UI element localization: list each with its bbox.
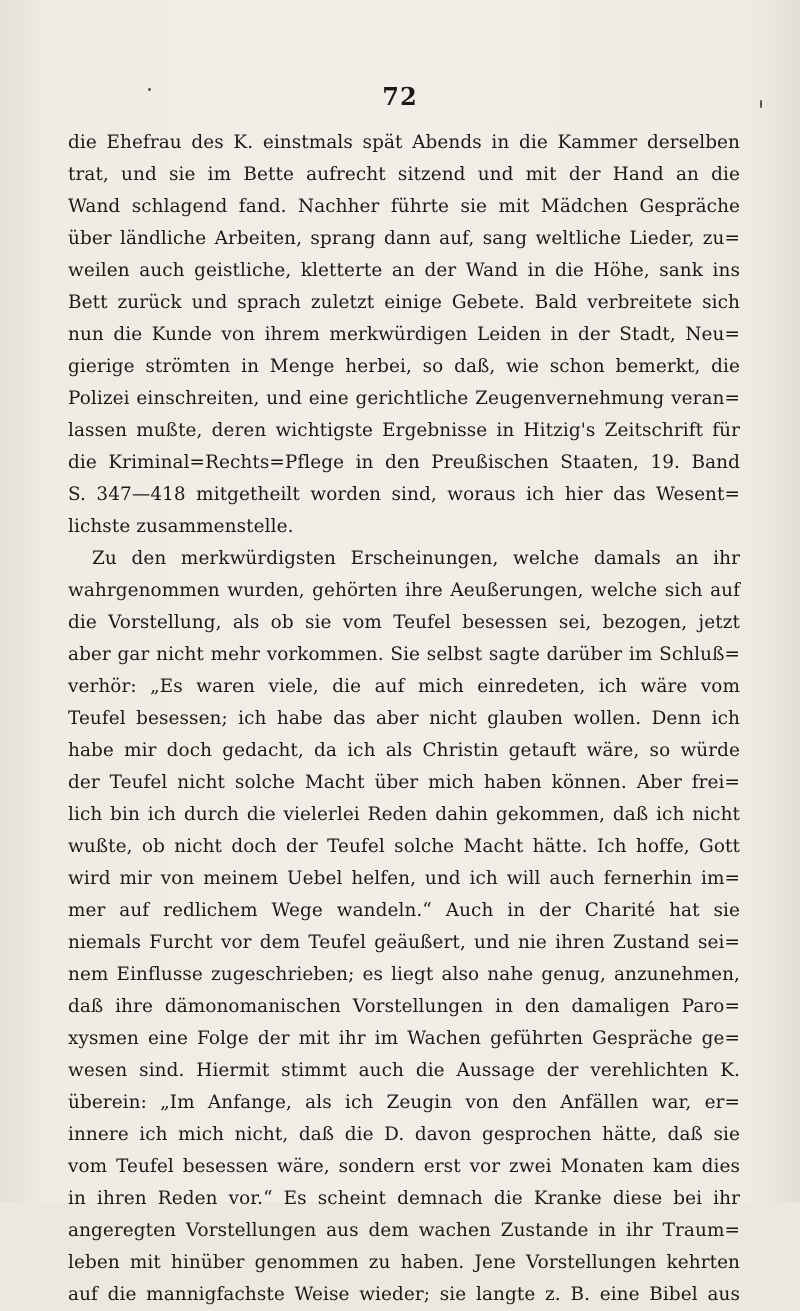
text-line: die Ehefrau des K. einstmals spät Abends in die Kammer derselben	[68, 132, 740, 153]
text-line: weilen auch geistliche, kletterte an der Wand in die Höhe, sank ins	[68, 260, 740, 281]
paragraph-start-line: Zu den merkwürdigsten Erscheinungen, welche damals an ihr	[92, 548, 740, 569]
text-line: wußte, ob nicht doch der Teufel solche Macht hätte. Ich hoffe, Gott	[68, 836, 740, 857]
text-line: Bett zurück und sprach zuletzt einige Gebete. Bald verbreitete sich	[68, 292, 740, 313]
text-line: angeregten Vorstellungen aus dem wachen Zustande in ihr Traum=	[68, 1220, 740, 1241]
text-line: aber gar nicht mehr vorkommen. Sie selbst sagte darüber im Schluß=	[68, 644, 740, 665]
text-line: die Kriminal=Rechts=Pflege in den Preußischen Staaten, 19. Band	[68, 452, 740, 473]
text-line: niemals Furcht vor dem Teufel geäußert, und nie ihren Zustand sei=	[68, 932, 740, 953]
text-line: vom Teufel besessen wäre, sondern erst vor zwei Monaten kam dies	[68, 1156, 740, 1177]
text-line: S. 347—418 mitgetheilt worden sind, woraus ich hier das Wesent=	[68, 484, 740, 505]
text-line: nun die Kunde von ihrem merkwürdigen Leiden in der Stadt, Neu=	[68, 324, 740, 345]
text-line: auf die mannigfachste Weise wieder; sie langte z. B. eine Bibel aus	[68, 1284, 740, 1305]
text-line: leben mit hinüber genommen zu haben. Jene Vorstellungen kehrten	[68, 1252, 740, 1273]
text-line: überein: „Im Anfange, als ich Zeugin von den Anfällen war, er=	[68, 1092, 740, 1113]
page-number: 72	[382, 82, 418, 111]
text-line: innere ich mich nicht, daß die D. davon gesprochen hätte, daß sie	[68, 1124, 740, 1145]
text-line: Polizei einschreiten, und eine gerichtliche Zeugenvernehmung veran=	[68, 388, 740, 409]
text-line: xysmen eine Folge der mit ihr im Wachen geführten Gespräche ge=	[68, 1028, 740, 1049]
text-line: Teufel besessen; ich habe das aber nicht glauben wollen. Denn ich	[68, 708, 740, 729]
text-line: die Vorstellung, als ob sie vom Teufel besessen sei, bezogen, jetzt	[68, 612, 740, 633]
text-line: lich bin ich durch die vielerlei Reden dahin gekommen, daß ich nicht	[68, 804, 740, 825]
body-text	[68, 127, 740, 1311]
text-line: in ihren Reden vor.“ Es scheint demnach die Kranke diese bei ihr	[68, 1188, 740, 1209]
text-line: wird mir von meinem Uebel helfen, und ich will auch fernerhin im=	[68, 868, 740, 889]
text-line: nem Einflusse zugeschrieben; es liegt also nahe genug, anzunehmen,	[68, 964, 740, 985]
text-line: wahrgenommen wurden, gehörten ihre Aeußerungen, welche sich auf	[68, 580, 740, 601]
text-line: trat, und sie im Bette aufrecht sitzend und mit der Hand an die	[68, 164, 740, 185]
text-line: über ländliche Arbeiten, sprang dann auf, sang weltliche Lieder, zu=	[68, 228, 740, 249]
text-line: daß ihre dämonomanischen Vorstellungen in den damaligen Paro=	[68, 996, 740, 1017]
text-line: lassen mußte, deren wichtigste Ergebnisse in Hitzig's Zeitschrift für	[68, 420, 740, 441]
text-line: wesen sind. Hiermit stimmt auch die Aussage der verehlichten K.	[68, 1060, 740, 1081]
text-line: habe mir doch gedacht, da ich als Christin getauft wäre, so würde	[68, 740, 740, 761]
text-line: Wand schlagend fand. Nachher führte sie mit Mädchen Gespräche	[68, 196, 740, 217]
text-line: gierige strömten in Menge herbei, so daß, wie schon bemerkt, die	[68, 356, 740, 377]
text-line: verhör: „Es waren viele, die auf mich einredeten, ich wäre vom	[68, 676, 740, 697]
text-line: mer auf redlichem Wege wandeln.“ Auch in der Charité hat sie	[68, 900, 740, 921]
paragraph-end-line: lichste zusammenstelle.	[68, 516, 294, 537]
text-line: der Teufel nicht solche Macht über mich haben können. Aber frei=	[68, 772, 740, 793]
